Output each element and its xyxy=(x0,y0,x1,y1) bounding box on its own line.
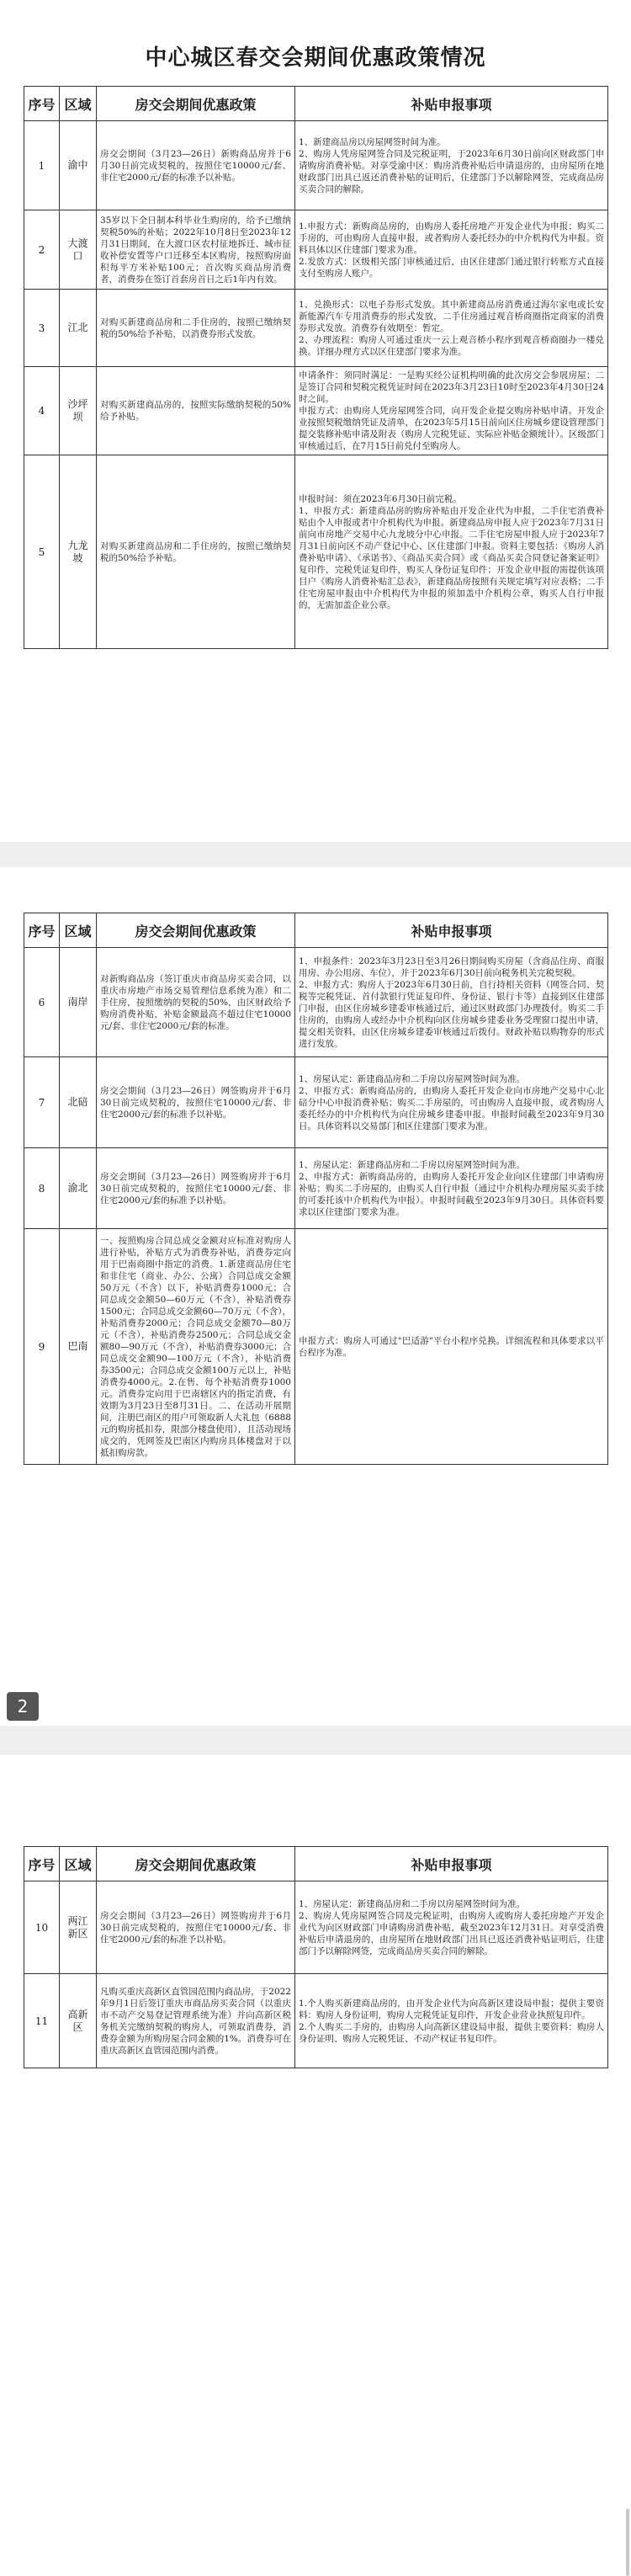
row-subsidy xyxy=(295,1881,608,1974)
policy-table-2 xyxy=(24,913,608,1465)
table-row xyxy=(24,1057,608,1148)
policy-text: 对购买新建商品房和二手住房的，按照已缴纳契税的50%给予补贴，以消费券形式发放。 xyxy=(100,317,291,339)
subsidy-text: 申报时间：须在2023年6月30日前完税。 xyxy=(299,493,462,504)
row-number: 3 xyxy=(24,290,60,367)
policy-text: 房交会期间（3月23—26日）网签购房并于6月30日前完成契税的，按照住宅10000元/套、非住宅2000元/套的标准予以补贴。 xyxy=(100,1171,291,1206)
row-policy xyxy=(97,1974,295,2068)
policy-text: 凡购买重庆高新区直管园范围内商品房，于2022年9月1日后签订重庆市商品房买卖合同（以重庆市不动产交易登记管理系统为准）并向高新区税务机关完缴纳契税的购房人，可领取消费券，消费券金额为所购房屋合同金额的1%。消费券可在重庆高新区直管园范围内消费。 xyxy=(100,1986,291,2056)
table-header-row xyxy=(24,87,608,121)
policy-text: 房交会期间（3月23—26日）网签购房并于6月30日前完成契税的，按照住宅10000元/套、非住宅2000元/套的标准予以补贴。 xyxy=(100,1085,291,1120)
page-number-badge: 2 xyxy=(7,1692,39,1721)
subsidy-text: 申报方式：购房人可通过"巴适游"平台小程序兑换。详细流程和具体要求以平台程序为准。 xyxy=(299,1335,604,1358)
row-number: 5 xyxy=(24,455,60,649)
header-policy: 房交会期间优惠政策 xyxy=(97,1847,295,1881)
row-number: 2 xyxy=(24,210,60,290)
subsidy-text: 1、房屋认定：新建商品房和二手房以房屋网签时间为准。 xyxy=(299,1159,526,1170)
header-subsidy: 补贴申报事项 xyxy=(295,87,608,121)
table-header-row xyxy=(24,1847,608,1881)
policy-text: 房交会期间（3月23—26日）网签购房并于6月30日前完成契税的，按照住宅10000元/套、非住宅2000元/套的标准予以补贴。 xyxy=(100,1910,291,1945)
subsidy-text: 2、购房人凭房屋网签合同及完税证明，由购房人或购房人委托房地产开发企业代为向区财政部门申请购房消费补贴，截至2023年12月31日。对享受消费补贴后申请退房的，由房屋所在地财政部门出具已返还消费补贴证明后，住建部门予以解除网签，完成商品房买卖合同的解除。 xyxy=(299,1910,604,1956)
row-number: 1 xyxy=(24,121,60,210)
table-body-1 xyxy=(24,121,608,649)
row-area: 江北 xyxy=(60,290,97,367)
row-policy xyxy=(97,1881,295,1974)
row-area: 沙坪坝 xyxy=(60,367,97,455)
subsidy-text: 1.个人购买新建商品房的，由开发企业代为向高新区建设局申报；提供主要资料：购房人身份证明，购房人完税凭证复印件，开发企业营业执照复印件。 xyxy=(299,1998,604,2020)
subsidy-text: 1、申报方式：新建商品房的购房补贴由开发企业代为申报，二手住宅消费补贴由个人申报或者中介机构代为申报。新建商品房申报人应于2023年7月31日前向市房地产交易中心九龙坡分中心申报。二手住宅房屋申报人应于2023年7月31日前向区不动产登记中心、区住建部门申报。资料主要包括：《购房人消费补贴申请》、《承诺书》、《商品买卖合同》或《商品买卖合同登记备案证明》复印件，完税凭证复印件，购买人身份证复印件；开发企业申报的需提供该项目户《购房人消费补贴汇总表》，新建商品房按照有关规定填写对应表格；二手住宅房屋申报由中介机构代为申报的须加盖中介机构公章，购买人自行申报的，无需加盖企业公章。 xyxy=(299,505,604,610)
policy-text: 对购买新建商品房和二手住房的，按照已缴纳契税的50%给予补贴。 xyxy=(100,540,291,563)
subsidy-text: 2、购房人凭房屋网签合同及完税证明，于2023年6月30日前向区财政部门申请购房消费补贴。对享受渝中区：购房消费补贴后申请退房的，由房屋所在地财政部门出具已返还消费补贴的证明后，住建部门予以解除网签，完成商品房买卖合同的解除。 xyxy=(299,148,604,194)
subsidy-text: 1、房屋认定：新建商品房和二手房以房屋网签时间为准。 xyxy=(299,1898,526,1909)
header-area: 区域 xyxy=(60,1847,97,1881)
policy-text: 对购买新建商品房的，按照实际缴纳契税的50%给予补贴。 xyxy=(100,400,291,422)
row-subsidy xyxy=(295,1974,608,2068)
table-header-row xyxy=(24,913,608,948)
row-number: 11 xyxy=(24,1974,60,2068)
subsidy-text: 2、申报方式：新购商品房的，由购房人委托开发企业向区住建部门申请购房补贴；购买二手房屋的，由购买人自行申报（通过中介机构办理房屋买卖手续的可委托该中介机构代为申报）。申报时间截至2023年9月30日。具体资料要求以区住建部门要求为准。 xyxy=(299,1171,604,1217)
table-body-2 xyxy=(24,948,608,1465)
row-area: 九龙坡 xyxy=(60,455,97,649)
table-row xyxy=(24,1881,608,1974)
header-area: 区域 xyxy=(60,87,97,121)
subsidy-text: 1、新建商品房以房屋网签时间为准。 xyxy=(299,136,446,147)
row-policy xyxy=(97,367,295,455)
header-policy: 房交会期间优惠政策 xyxy=(97,87,295,121)
row-policy xyxy=(97,121,295,210)
header-no: 序号 xyxy=(24,87,60,121)
table-row xyxy=(24,290,608,367)
subsidy-text: 2.发放方式：区级相关部门审核通过后，由区住建部门通过银行转账方式直接支付至购房人账户。 xyxy=(299,256,604,279)
row-number: 9 xyxy=(24,1229,60,1465)
row-subsidy xyxy=(295,121,608,210)
subsidy-text: 1、兑换形式：以电子券形式发放。其中新建商品房消费通过海尔家电或长安新能源汽车专用消费券的形式发放，二手住房通过观音桥商圈指定商家的消费券形式发放。消费券有效期至：暂定。 xyxy=(299,299,604,333)
row-subsidy xyxy=(295,455,608,649)
row-subsidy xyxy=(295,948,608,1057)
policy-table-1 xyxy=(24,86,608,649)
table-row xyxy=(24,121,608,210)
row-area: 巴南 xyxy=(60,1229,97,1465)
policy-table-3 xyxy=(24,1846,608,2068)
table-row xyxy=(24,948,608,1057)
row-policy xyxy=(97,210,295,290)
table-row xyxy=(24,367,608,455)
row-area: 渝中 xyxy=(60,121,97,210)
row-number: 10 xyxy=(24,1881,60,1974)
row-subsidy xyxy=(295,1148,608,1229)
row-area: 渝北 xyxy=(60,1148,97,1229)
subsidy-text: 2、申报方式：新购商品房的，由购房人委托开发企业向市房地产交易中心北碚分中心申报消费补贴；购买二手房屋的，可由购房人直接申报，或者购房人委托经办的中介机构代为向住房城乡建委申报。申报时间截至2023年9月30日。具体资料以交易部门和区住建部门要求为准。 xyxy=(299,1085,604,1131)
row-subsidy xyxy=(295,210,608,290)
row-subsidy xyxy=(295,290,608,367)
subsidy-text: 2、办理流程：购房人可通过重庆一云上观音桥小程序到观音桥商圈办一楼兑换。详细办理方式以区住建部门要求为准。 xyxy=(299,334,604,357)
row-policy xyxy=(97,1229,295,1465)
table-row xyxy=(24,1229,608,1465)
page-title: 中心城区春交会期间优惠政策情况 xyxy=(145,45,486,71)
row-policy xyxy=(97,455,295,649)
row-policy xyxy=(97,948,295,1057)
policy-text: 35岁以下全日制本科毕业生购房的，给予已缴纳契税50%的补贴；2022年10月8日至2023年12月31日期间，在大渡口区农村征地拆迁、城市征收补偿安置等户口迁移至本区购房，按照购房面积每平方米补贴100元；首次购买商品房消费者，消费券在签订首套房首日之后1年内有效。 xyxy=(100,215,291,285)
page-1 xyxy=(0,0,631,842)
subsidy-text: 申请条件：须同时满足：一是购买经公证机构明确的此次房交会参展房屋；二是签订合同和契税完税凭证时间在2023年3月23日10时至2023年4月30日24时之间。 xyxy=(299,370,604,404)
header-no: 序号 xyxy=(24,1847,60,1881)
row-area: 高新区 xyxy=(60,1974,97,2068)
subsidy-text: 1、房屋认定：新建商品房和二手房以房屋网签时间为准。 xyxy=(299,1073,526,1084)
row-subsidy xyxy=(295,1057,608,1148)
subsidy-text: 2、申报方式：购房人于2023年6月30日前，自行持相关资料（网签合同、契税等完税凭证、首付款银行凭证复印件、身份证、银行卡等）直接到区住建部门申报，由区住房城乡建委审核通过后，通过区财政部门办理拨付。购买二手住房的，由购房人或经办中介机构向区住房城乡建委业务受理窗口提出申请，提交相关资料，由区住房城乡建委审核通过后拨付。财政补贴以购物券的形式进行发放。 xyxy=(299,979,604,1049)
row-subsidy xyxy=(295,1229,608,1465)
subsidy-text: 申报方式：由购房人凭房屋网签合同，向开发企业提交购房补贴申请。开发企业按照契税缴纳凭证及清单，在2023年5月15日前向区住房城乡建设管理部门提交装修补贴申请及附表（购房人完税凭证、实际应补贴金额统计）。区级部门审核通过后，在7月15日前兑付至购房人。 xyxy=(299,406,604,451)
header-subsidy: 补贴申报事项 xyxy=(295,913,608,948)
subsidy-text: 1.申报方式：新购商品房的，由购房人委托房地产开发企业代为申报；购买二手房的，可由购房人直接申报，或者购房人委托经办的中介机构代为申报。资料具体以区住建部门要求为准。 xyxy=(299,221,604,255)
page-3 xyxy=(0,1755,631,2172)
row-policy xyxy=(97,290,295,367)
row-number: 4 xyxy=(24,367,60,455)
table-row xyxy=(24,1974,608,2068)
policy-text: 一、按照购房合同总成交金额对应标准对购房人进行补贴，补贴方式为消费券补贴，消费券定向用于巴南商圈中指定的消费。1.新建商品房住宅和非住宅（商业、办公、公寓）合同总成交金额50万元（不含）以下，补贴消费券1000元；合同总成交金额50—60万元（不含），补贴消费券1500元；合同总成交金额60—70万元（不含），补贴消费券2000元；合同总成交金额70—80万元（不含），补贴消费券2500元；合同总成交金额80—90万元（不含），补贴消费券3000元；合同总成交金额90—100万元（不含），补贴消费券3500元；合同总成交金额100万元以上，补贴消费券4000元。2.在售、每个补贴消费券1000元。消费券定向用于巴南辖区内的指定消费，有效期为3月23日至8月31日。二、在活动开展期间，注册巴南区的用户可领取新人大礼包（6888元的购房抵扣券，限部分楼盘使用），且活动现场成交的，凭网签及巴南区内购房具体楼盘对于以抵扣购房款。 xyxy=(100,1235,291,1458)
page-separator xyxy=(0,842,631,867)
policy-text: 房交会期间（3月23—26日）新购商品房并于6月30日前完成契税的，按照住宅10000元/套、非住宅2000元/套的标准予以补贴。 xyxy=(100,148,291,183)
header-no: 序号 xyxy=(24,913,60,948)
page-separator xyxy=(0,1726,631,1755)
header-subsidy: 补贴申报事项 xyxy=(295,1847,608,1881)
table-row xyxy=(24,1148,608,1229)
header-area: 区域 xyxy=(60,913,97,948)
table-row xyxy=(24,210,608,290)
row-area: 南岸 xyxy=(60,948,97,1057)
subsidy-text: 1、申报条件：2023年3月23日至3月26日期间购买房屋（含商品住房、商服用房、办公用房、车位），并于2023年6月30日前向税务机关完税契税。 xyxy=(299,955,604,978)
row-number: 7 xyxy=(24,1057,60,1148)
row-policy xyxy=(97,1057,295,1148)
row-number: 8 xyxy=(24,1148,60,1229)
row-area: 北碚 xyxy=(60,1057,97,1148)
subsidy-text: 2.个人购买二手房的，由购房人向高新区建设局申报，提供主要资料：购房人身份证明、购房人完税凭证、不动产权证书复印件。 xyxy=(299,2021,604,2044)
table-row xyxy=(24,455,608,649)
header-policy: 房交会期间优惠政策 xyxy=(97,913,295,948)
row-policy xyxy=(97,1148,295,1229)
scrollbar[interactable] xyxy=(626,2509,629,2576)
row-subsidy xyxy=(295,367,608,455)
table-body-3 xyxy=(24,1881,608,2068)
page-2 xyxy=(0,867,631,1726)
row-area: 大渡口 xyxy=(60,210,97,290)
policy-text: 对新购商品房（签订重庆市商品房买卖合同，以重庆市房地产市场交易管理信息系统为准）和二手住房，按照缴纳的契税的50%，由区财政给予购房消费补贴，补贴金额最高不超过住宅10000元/套、非住宅2000元/套的标准。 xyxy=(100,973,291,1031)
row-number: 6 xyxy=(24,948,60,1057)
row-area: 两江新区 xyxy=(60,1881,97,1974)
